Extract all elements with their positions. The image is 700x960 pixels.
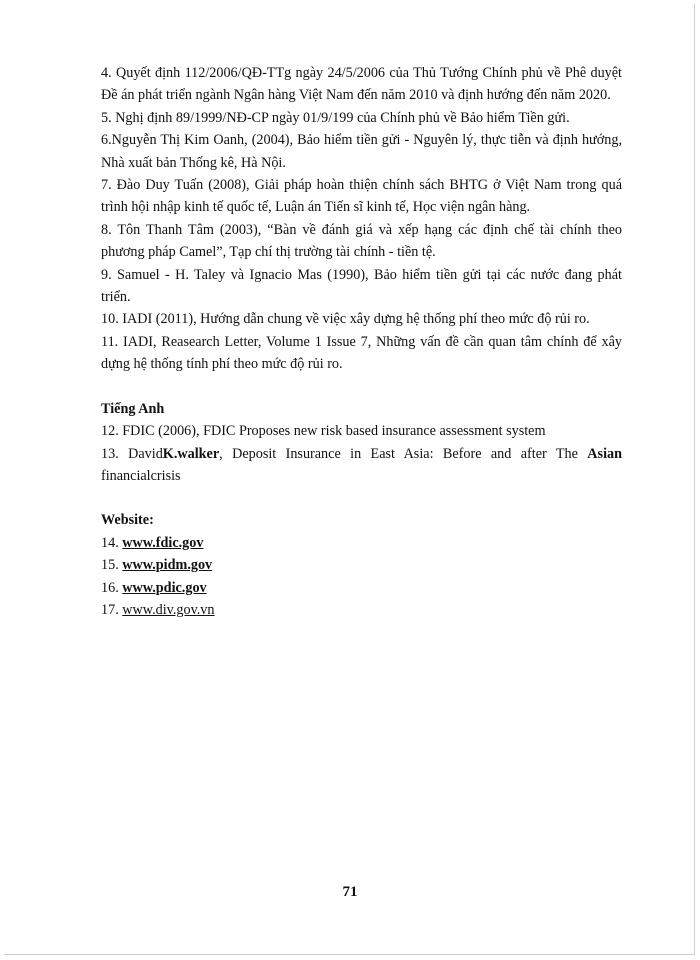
website-item xyxy=(101,599,622,621)
website-number: 16. xyxy=(101,579,119,596)
reference-item: 7. Đào Duy Tuấn (2008), Giải pháp hoàn thiện chính sách BHTG ở Việt Nam trong quá trình hội nhập kinh tế quốc tế, Luận án Tiến sĩ kinh tế, Học viện ngân hàng. xyxy=(101,177,622,216)
website-section-heading: Website: xyxy=(101,512,154,529)
spacer xyxy=(101,487,622,509)
reference-item-12: 12. FDIC (2006), FDIC Proposes new risk based insurance assessment system xyxy=(101,423,546,440)
website-item xyxy=(101,532,622,554)
website-number: 17. xyxy=(101,601,119,618)
reference-item-13 xyxy=(101,443,622,488)
website-item xyxy=(101,577,622,599)
reference-item: 5. Nghị định 89/1999/NĐ-CP ngày 01/9/199 của Chính phủ về Bảo hiểm Tiền gửi. xyxy=(101,109,570,126)
reference-item: 4. Quyết định 112/2006/QĐ-TTg ngày 24/5/2006 của Thủ Tướng Chính phủ về Phê duyệt Đề án phát triển ngành Ngân hàng Việt Nam đến năm 2010 và định hướng đến năm 2020. xyxy=(101,65,622,104)
ref13-title: , Deposit Insurance in East Asia: Before and after The xyxy=(219,445,588,462)
website-number: 15. xyxy=(101,557,119,574)
page-number: 71 xyxy=(342,884,358,900)
ref13-bold-word: Asian xyxy=(587,445,622,462)
reference-item: 11. IADI, Reasearch Letter, Volume 1 Issue 7, Những vấn đề cần quan tâm chính để xây dựng hệ thống tính phí theo mức độ rủi ro. xyxy=(101,333,622,373)
english-section-heading: Tiếng Anh xyxy=(101,400,165,417)
reference-item: 10. IADI (2011), Hướng dẫn chung về việc xây dựng hệ thống phí theo mức độ rủi ro. xyxy=(101,311,590,328)
ref13-author-name: K.walker xyxy=(162,445,220,462)
ref13-suffix: financialcrisis xyxy=(101,467,181,484)
reference-item: 6.Nguyễn Thị Kim Oanh, (2004), Bảo hiểm tiền gửi - Nguyên lý, thực tiễn và định hướng, Nhà xuất bản Thống kê, Hà Nội. xyxy=(101,132,622,171)
reference-item: 8. Tôn Thanh Tâm (2003), “Bàn về đánh giá và xếp hạng các định chế tài chính theo phương pháp Camel”, Tạp chí thị trường tài chính - tiền tệ. xyxy=(101,221,622,261)
website-number: 14. xyxy=(101,534,119,551)
website-link[interactable]: www.pidm.gov xyxy=(122,557,213,574)
spacer xyxy=(101,376,622,398)
website-link[interactable]: www.div.gov.vn xyxy=(122,601,215,618)
references-content xyxy=(101,62,622,621)
website-item xyxy=(101,554,622,576)
reference-item: 9. Samuel - H. Taley và Ignacio Mas (1990), Bảo hiểm tiền gửi tại các nước đang phát triển. xyxy=(101,266,622,306)
ref13-prefix: 13. David xyxy=(101,445,163,462)
website-link[interactable]: www.fdic.gov xyxy=(122,534,204,551)
website-link[interactable]: www.pdic.gov xyxy=(122,579,207,596)
